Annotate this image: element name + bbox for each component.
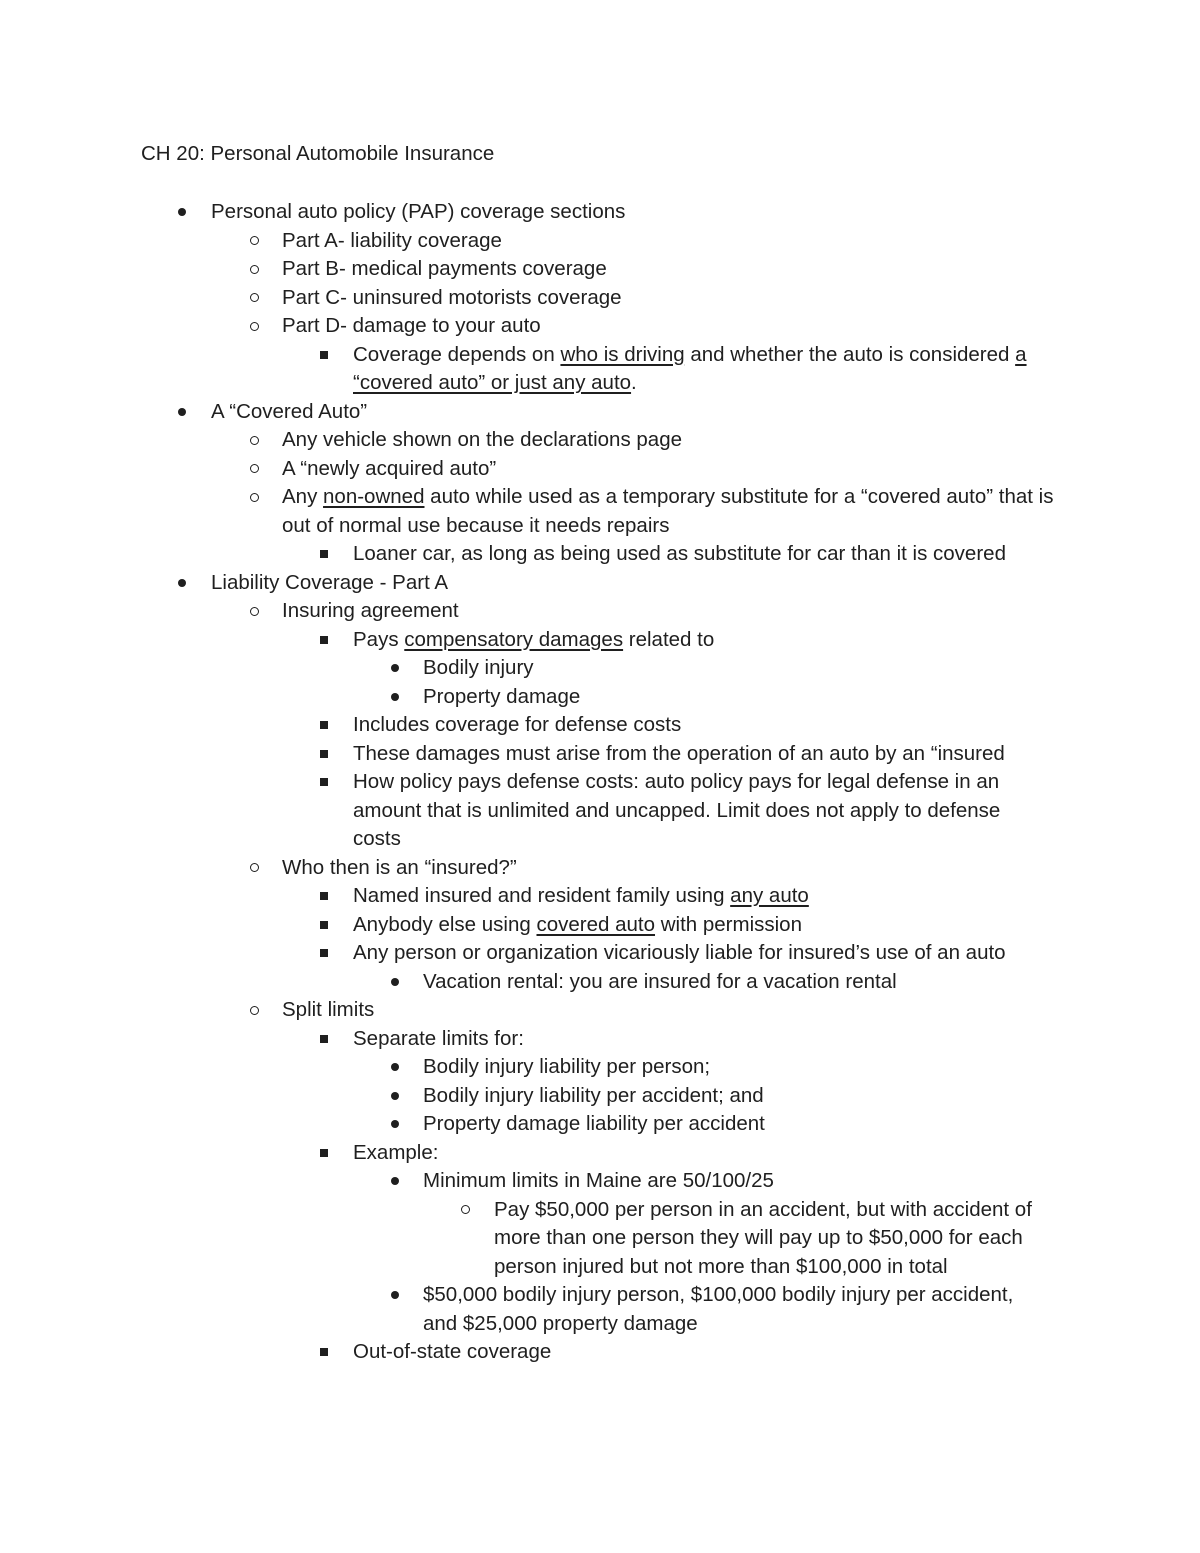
- list-item: Coverage depends on who is driving and whether the auto is considered a “covered auto” or just any auto.: [0, 341, 1200, 398]
- list-item: Liability Coverage - Part A: [0, 569, 1200, 598]
- list-item: Pay $50,000 per person in an accident, but with accident of more than one person they will pay up to $50,000 for each person injured but not more than $100,000 in total: [0, 1196, 1200, 1282]
- filled-circle-bullet-icon: [388, 1110, 402, 1139]
- list-item: Named insured and resident family using any auto: [0, 882, 1200, 911]
- square-bullet-icon: [317, 626, 331, 655]
- list-item: These damages must arise from the operation of an auto by an “insured: [0, 740, 1200, 769]
- list-item: Any vehicle shown on the declarations page: [0, 426, 1200, 455]
- list-item: Personal auto policy (PAP) coverage sections: [0, 198, 1200, 227]
- square-bullet-icon: [317, 1338, 331, 1367]
- square-bullet-icon: [317, 711, 331, 740]
- hollow-circle-bullet-icon: [247, 426, 261, 455]
- hollow-circle-bullet-icon: [458, 1196, 472, 1225]
- hollow-circle-bullet-icon: [247, 455, 261, 484]
- list-item: Anybody else using covered auto with permission: [0, 911, 1200, 940]
- filled-circle-bullet-icon: [175, 198, 189, 227]
- underlined-text: a “covered auto” or just any auto: [353, 342, 1027, 394]
- filled-circle-bullet-icon: [175, 398, 189, 427]
- list-item: Includes coverage for defense costs: [0, 711, 1200, 740]
- filled-circle-bullet-icon: [388, 683, 402, 712]
- underlined-text: who is driving: [560, 342, 685, 366]
- square-bullet-icon: [317, 768, 331, 797]
- square-bullet-icon: [317, 939, 331, 968]
- list-item: A “Covered Auto”: [0, 398, 1200, 427]
- list-item: Part C- uninsured motorists coverage: [0, 284, 1200, 313]
- underlined-text: covered auto: [536, 912, 656, 936]
- list-item: Minimum limits in Maine are 50/100/25: [0, 1167, 1200, 1196]
- square-bullet-icon: [317, 540, 331, 569]
- filled-circle-bullet-icon: [388, 968, 402, 997]
- filled-circle-bullet-icon: [388, 1082, 402, 1111]
- underlined-text: non-owned: [323, 485, 425, 508]
- list-item: Part A- liability coverage: [0, 227, 1200, 256]
- list-item: $50,000 bodily injury person, $100,000 bodily injury per accident, and $25,000 property damage: [0, 1281, 1200, 1338]
- list-item: Property damage liability per accident: [0, 1110, 1200, 1139]
- hollow-circle-bullet-icon: [247, 854, 261, 883]
- list-item: A “newly acquired auto”: [0, 455, 1200, 484]
- square-bullet-icon: [317, 911, 331, 940]
- list-item: Who then is an “insured?”: [0, 854, 1200, 883]
- square-bullet-icon: [317, 740, 331, 769]
- list-item: Vacation rental: you are insured for a vacation rental: [0, 968, 1200, 997]
- list-item: Insuring agreement: [0, 597, 1200, 626]
- hollow-circle-bullet-icon: [247, 996, 261, 1025]
- filled-circle-bullet-icon: [388, 1281, 402, 1310]
- document-title: CH 20: Personal Automobile Insurance: [141, 142, 495, 165]
- filled-circle-bullet-icon: [388, 1167, 402, 1196]
- list-item: Bodily injury liability per person;: [0, 1053, 1200, 1082]
- hollow-circle-bullet-icon: [247, 255, 261, 284]
- hollow-circle-bullet-icon: [247, 597, 261, 626]
- list-item: Bodily injury: [0, 654, 1200, 683]
- list-item: Property damage: [0, 683, 1200, 712]
- list-item: Separate limits for:: [0, 1025, 1200, 1054]
- square-bullet-icon: [317, 1025, 331, 1054]
- list-item: Loaner car, as long as being used as substitute for car than it is covered: [0, 540, 1200, 569]
- list-item: Split limits: [0, 996, 1200, 1025]
- square-bullet-icon: [317, 882, 331, 911]
- filled-circle-bullet-icon: [175, 569, 189, 598]
- list-item: Bodily injury liability per accident; and: [0, 1082, 1200, 1111]
- filled-circle-bullet-icon: [388, 654, 402, 683]
- hollow-circle-bullet-icon: [247, 312, 261, 341]
- underlined-text: compensatory damages: [404, 627, 624, 651]
- hollow-circle-bullet-icon: [247, 227, 261, 256]
- square-bullet-icon: [317, 1139, 331, 1168]
- list-item: Out-of-state coverage: [0, 1338, 1200, 1367]
- list-item: Pays compensatory damages related to: [0, 626, 1200, 655]
- square-bullet-icon: [317, 341, 331, 370]
- list-item: Part D- damage to your auto: [0, 312, 1200, 341]
- hollow-circle-bullet-icon: [247, 483, 261, 512]
- underlined-text: any auto: [730, 884, 809, 907]
- filled-circle-bullet-icon: [388, 1053, 402, 1082]
- list-item: Part B- medical payments coverage: [0, 255, 1200, 284]
- list-item: Any non-owned auto while used as a temporary substitute for a “covered auto” that is out of normal use because it needs repairs: [0, 483, 1200, 540]
- hollow-circle-bullet-icon: [247, 284, 261, 313]
- outline-list: [0, 198, 1200, 1367]
- list-item: Example:: [0, 1139, 1200, 1168]
- list-item: Any person or organization vicariously liable for insured’s use of an auto: [0, 939, 1200, 968]
- list-item: How policy pays defense costs: auto policy pays for legal defense in an amount that is unlimited and uncapped. Limit does not apply to defense costs: [0, 768, 1200, 854]
